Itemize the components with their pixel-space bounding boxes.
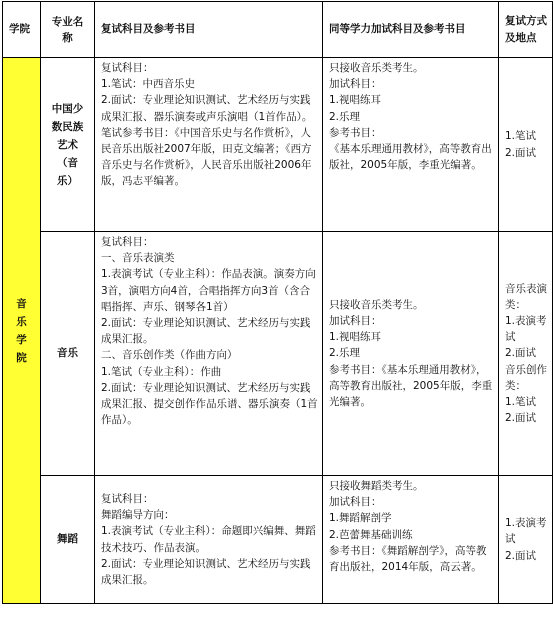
equiv-line: 参考书目：《舞蹈解剖学》，高等教育出版社，2014年版，高云著。 [329,544,487,574]
retest-line: 1.表演考试（专业主科）：命题即兴编舞、舞蹈技术技巧、作品表演。 [101,525,316,554]
method-line: 1.笔试 [505,396,537,408]
method-line: 2.面试 [505,347,537,360]
header-school: 学院 [3,2,41,58]
retest-line: 舞蹈编导方向： [101,509,175,522]
school-cell [3,58,41,604]
table-row [3,232,553,476]
equiv-line: 参考书目：《基本乐理通用教材》，高等教育出版社，2005年版，李重光编著。 [329,363,493,408]
major-cell [41,232,95,476]
major-name: 中国少数民族艺术（音乐） [51,102,84,187]
equiv-line: 《基本乐理通用教材》，高等教育出版社，2005年版，李重光编著。 [329,143,492,172]
retest-line: 复试科目： [101,62,154,74]
header-method: 复试方式及地点 [499,2,553,58]
retest-line: 复试科目： [101,236,154,248]
equiv-line: 2.乐理 [329,347,361,360]
retest-line: 2.面试：专业理论知识测试、艺术经历与实践成果汇报、提交创作作品乐谱、器乐演奏（1首作品）。 [101,381,318,427]
equiv-cell [323,476,499,604]
retest-line: 复试科目： [101,492,154,505]
method-cell [499,476,553,604]
retest-line: 1.笔试（专业主科）：作曲 [101,365,222,378]
method-line: 2.面试 [505,549,537,562]
method-line: 2.面试 [505,412,537,425]
method-line: 1.表演考试 [505,314,547,344]
method-line: 2.面试 [505,146,537,159]
table-header-row [3,2,553,58]
major-cell [41,476,95,604]
method-cell [499,58,553,232]
retest-line: 笔试参考书目：《中国音乐史与名作赏析》，人民音乐出版社2007年版，田克文编著；《西方音乐史与名作赏析》，人民音乐出版社2006年版，冯志平编著。 [101,126,312,188]
retest-line: 1.笔试：中西音乐史 [101,78,196,91]
retest-line: 二、音乐创作类（作曲方向） [101,349,238,362]
retest-cell [95,232,323,476]
method-line: 1.笔试 [505,130,537,143]
equiv-line: 2.芭蕾舞基础训练 [329,528,413,541]
equiv-line: 只接收舞蹈类考生。 [329,480,424,492]
retest-line: 2.面试：专业理论知识测试、艺术经历与实践成果汇报。 [101,557,311,586]
method-line: 1.表演考试 [505,517,547,546]
equiv-line: 加试科目： [329,496,382,509]
retest-cell [95,476,323,604]
major-name: 音乐 [57,347,78,360]
major-name: 舞蹈 [57,533,78,546]
equiv-line: 参考书目： [329,126,382,139]
header-retest: 复试科目及参考书目 [95,2,323,58]
retest-cell [95,58,323,232]
equiv-line: 2.乐理 [329,110,361,123]
header-equiv: 同等学力加试科目及参考书目 [323,2,499,58]
method-line: 音乐创作类： [505,363,547,392]
method-cell [499,232,553,476]
major-cell [41,58,95,232]
equiv-cell [323,58,499,232]
retest-line: 1.表演考试（专业主科）：作品表演。演奏方向3首，演唱方向4首，合唱指挥方向3首（含合唱指挥、声乐、钢琴各1首） [101,268,316,313]
equiv-line: 加试科目： [329,314,382,327]
equiv-line: 加试科目： [329,78,382,91]
equiv-line: 1.舞蹈解剖学 [329,512,392,525]
school-name: 音乐学院 [16,297,27,364]
retest-line: 一、音乐表演类 [101,252,175,265]
equiv-line: 1.视唱练耳 [329,331,382,344]
header-major: 专业名称 [41,2,95,58]
retest-line: 2.面试：专业理论知识测试、艺术经历与实践成果汇报。 [101,317,311,346]
table-row [3,58,553,232]
equiv-cell [323,232,499,476]
table-row [3,476,553,604]
equiv-line: 只接收音乐类考生。 [329,298,424,311]
equiv-line: 只接收音乐类考生。 [329,62,424,74]
admission-table [2,1,553,604]
retest-line: 2.面试：专业理论知识测试、艺术经历与实践成果汇报、器乐演奏或声乐演唱（1首作品）。 [101,94,313,123]
equiv-line: 1.视唱练耳 [329,94,382,107]
method-line: 音乐表演类： [505,282,547,311]
